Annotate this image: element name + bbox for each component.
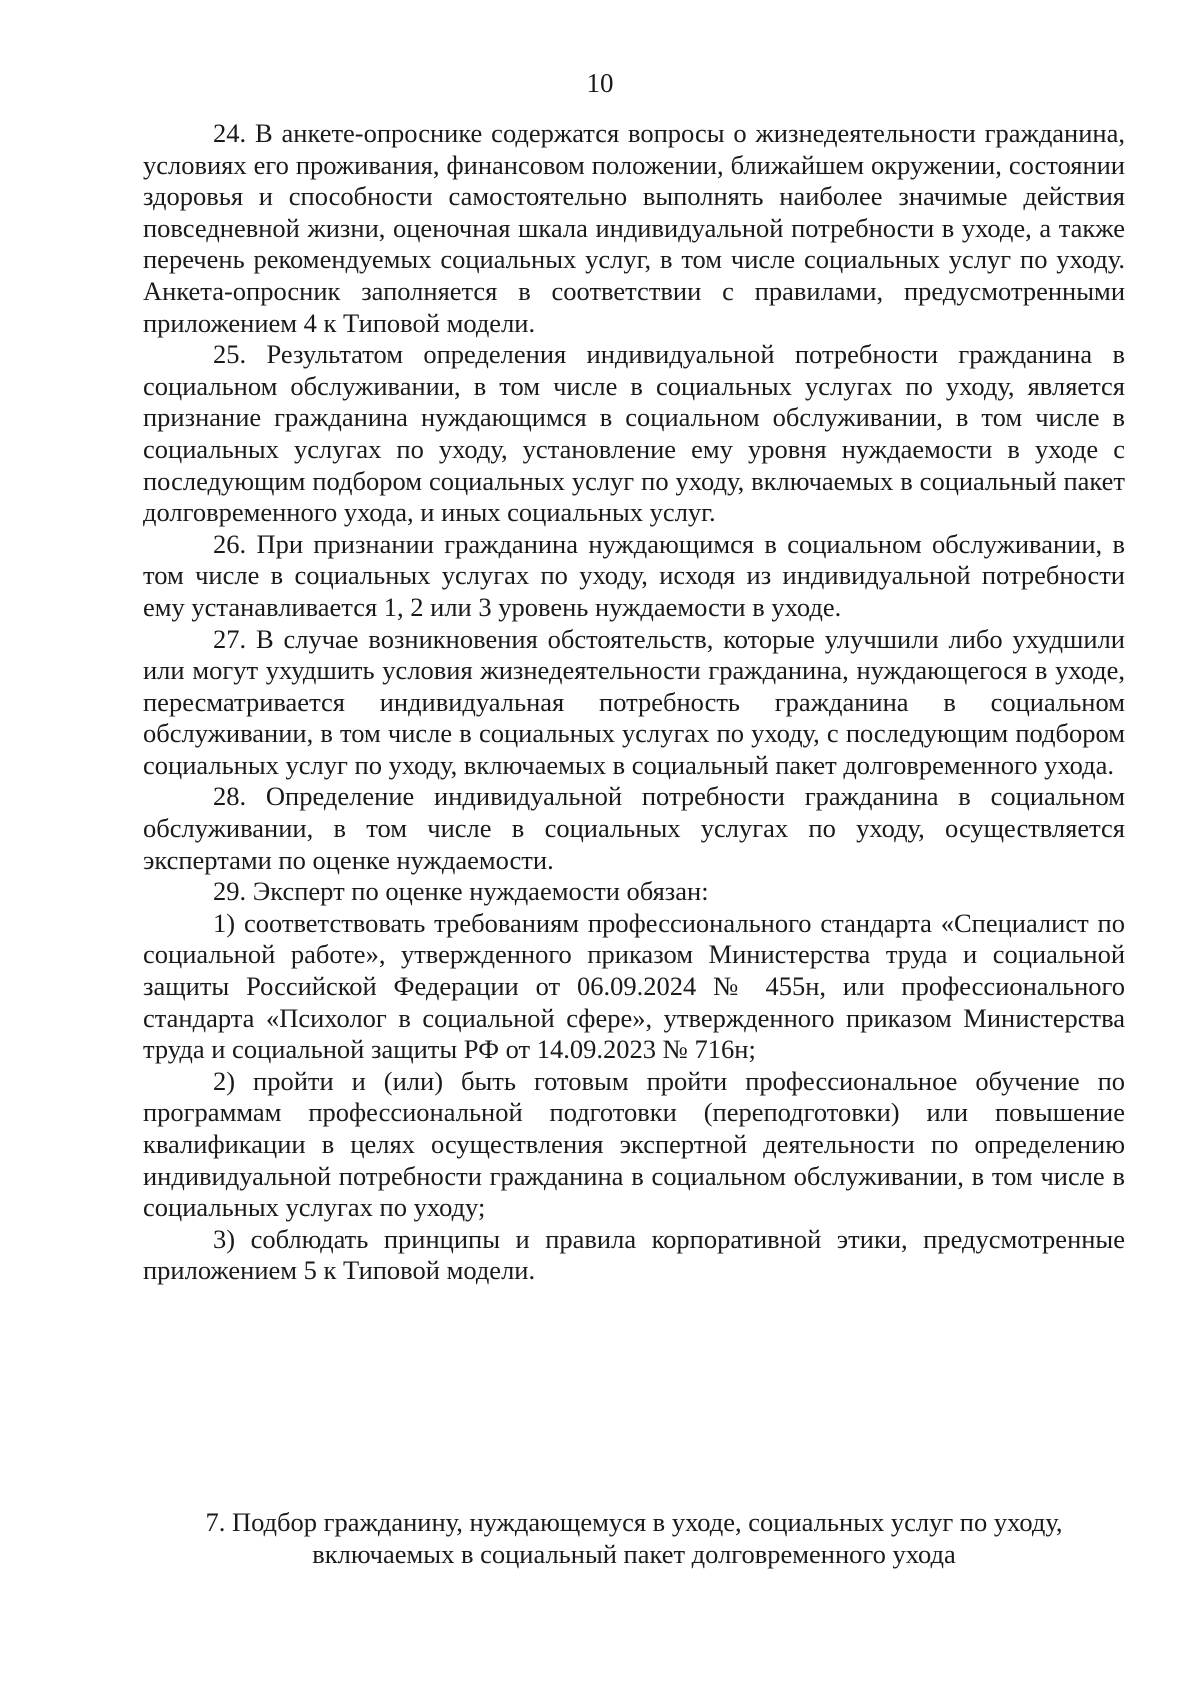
paragraph-25: 25. Результатом определения индивидуальной потребности гражданина в социальном обслуживании, в том числе в социальных услугах по уходу, является признание гражданина нуждающимся в социальном обслуживании, в том числе в социальных услугах по уходу, установление ему уровня нуждаемости в уходе с последующим подбором социальных услуг по уходу, включаемых в социальный пакет долговременного ухода, и иных социальных услуг. — [143, 339, 1125, 528]
section-heading — [143, 1506, 1125, 1570]
paragraph-24: 24. В анкете-опроснике содержатся вопросы о жизнедеятельности гражданина, условиях его проживания, финансовом положении, ближайшем окружении, состоянии здоровья и способности самостоятельно выполнять наиболее значимые действия повседневной жизни, оценочная шкала индивидуальной потребности в уходе, а также перечень рекомендуемых социальных услуг, в том числе социальных услуг по уходу. Анкета-опросник заполняется в соответствии с правилами, предусмотренными приложением 4 к Типовой модели. — [143, 118, 1125, 338]
document-body — [143, 118, 1125, 1287]
list-item-3: 3) соблюдать принципы и правила корпоративной этики, предусмотренные приложением 5 к Типовой модели. — [143, 1223, 1125, 1286]
list-item-2: 2) пройти и (или) быть готовым пройти профессиональное обучение по программам профессиональной подготовки (переподготовки) или повышение квалификации в целях осуществления экспертной деятельности по определению индивидуальной потребности гражданина в социальном обслуживании, в том числе в социальных услугах по уходу; — [143, 1065, 1125, 1223]
list-item-1: 1) соответствовать требованиям профессионального стандарта «Специалист по социальной работе», утвержденного приказом Министерства труда и социальной защиты Российской Федерации от 06.09.2024 № 455н, или профессионального стандарта «Психолог в социальной сфере», утвержденного приказом Министерства труда и социальной защиты РФ от 14.09.2023 № 716н; — [143, 907, 1125, 1065]
paragraph-26: 26. При признании гражданина нуждающимся в социальном обслуживании, в том числе в социальных услугах по уходу, исходя из индивидуальной потребности ему устанавливается 1, 2 или 3 уровень нуждаемости в уходе. — [143, 528, 1125, 622]
section-heading-line-2: включаемых в социальный пакет долговременного ухода — [312, 1539, 956, 1569]
page-number: 10 — [586, 68, 614, 98]
paragraph-28: 28. Определение индивидуальной потребности гражданина в социальном обслуживании, в том числе в социальных услугах по уходу, осуществляется экспертами по оценке нуждаемости. — [143, 781, 1125, 875]
paragraph-29: 29. Эксперт по оценке нуждаемости обязан: — [213, 876, 709, 907]
paragraph-27: 27. В случае возникновения обстоятельств, которые улучшили либо ухудшили или могут ухудшить условия жизнедеятельности гражданина, нуждающегося в уходе, пересматривается индивидуальная потребность гражданина в социальном обслуживании, в том числе в социальных услугах по уходу, с последующим подбором социальных услуг по уходу, включаемых в социальный пакет долговременного ухода. — [143, 623, 1125, 780]
section-heading-line-1: 7. Подбор гражданину, нуждающемуся в уходе, социальных услуг по уходу, — [205, 1507, 1063, 1537]
